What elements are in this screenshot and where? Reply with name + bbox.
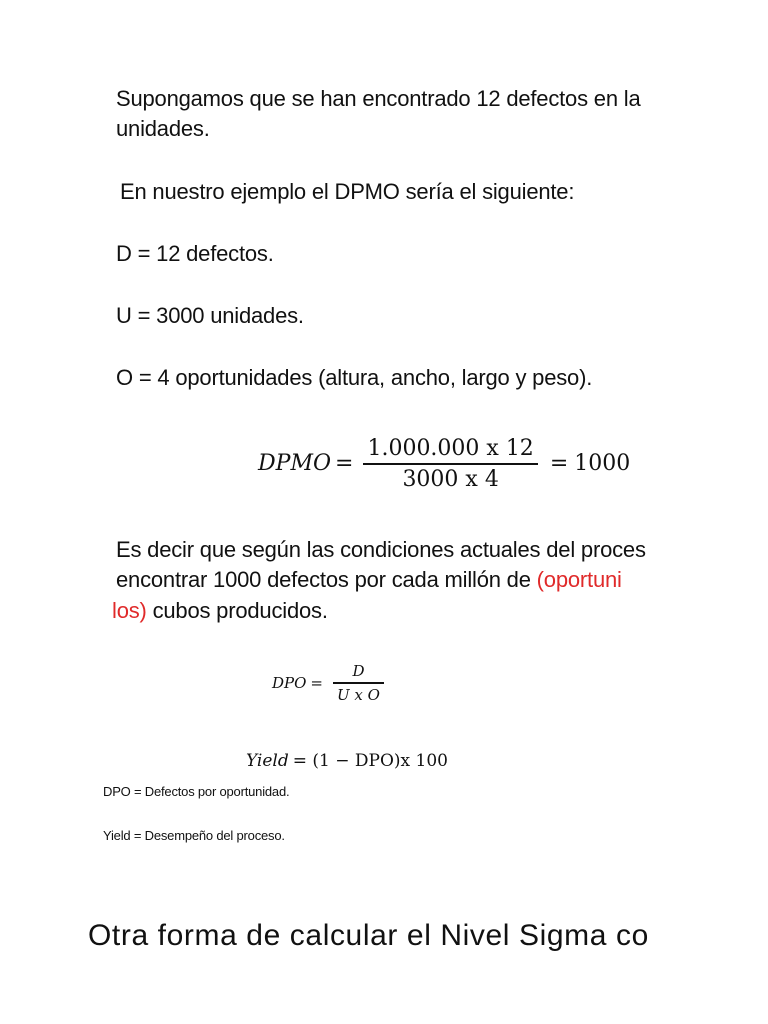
dpo-equals: = — [310, 673, 323, 692]
conclusion-highlight-b: los) — [112, 598, 147, 623]
dpmo-numerator: 1.000.000 x 12 — [367, 436, 534, 461]
intro-line-3: En nuestro ejemplo el DPMO sería el siguiente: — [120, 179, 575, 204]
yield-formula — [246, 751, 448, 771]
conclusion-line-2-text: encontrar 1000 defectos por cada millón de — [116, 567, 537, 592]
definition-u: U = 3000 unidades. — [116, 303, 304, 328]
conclusion-line-3 — [112, 596, 328, 626]
conclusion-line-3-text: cubos producidos. — [146, 598, 328, 623]
note-dpo: DPO = Defectos por oportunidad. — [103, 784, 290, 799]
dpo-numerator: D — [352, 662, 365, 680]
dpo-lhs: DPO — [272, 673, 307, 692]
definition-o: O = 4 oportunidades (altura, ancho, largo y peso). — [116, 365, 593, 390]
dpo-fraction — [333, 662, 384, 704]
dpmo-lhs: DPMO — [258, 451, 332, 477]
dpmo-formula — [258, 436, 630, 492]
intro-line-1: Supongamos que se han encontrado 12 defectos en la — [116, 86, 641, 111]
conclusion-line-1: Es decir que según las condiciones actuales del proces — [116, 537, 646, 562]
dpo-denominator: U x O — [337, 685, 380, 704]
dpmo-equals: = — [335, 451, 354, 477]
conclusion-line-2 — [116, 565, 622, 595]
dpmo-denominator: 3000 x 4 — [402, 466, 499, 492]
conclusion-highlight-a: (oportuni — [536, 567, 622, 592]
yield-rhs: = (1 − DPO)x 100 — [292, 751, 448, 771]
dpmo-equals-2: = — [549, 451, 569, 477]
dpmo-fraction — [363, 436, 537, 492]
dpmo-result: 1000 — [574, 451, 631, 477]
dpo-formula — [272, 662, 390, 704]
definition-d: D = 12 defectos. — [116, 241, 274, 266]
note-yield: Yield = Desempeño del proceso. — [103, 828, 285, 843]
yield-lhs: Yield — [246, 751, 289, 771]
intro-line-2: unidades. — [116, 116, 210, 141]
next-section-heading: Otra forma de calcular el Nivel Sigma co — [88, 919, 649, 952]
